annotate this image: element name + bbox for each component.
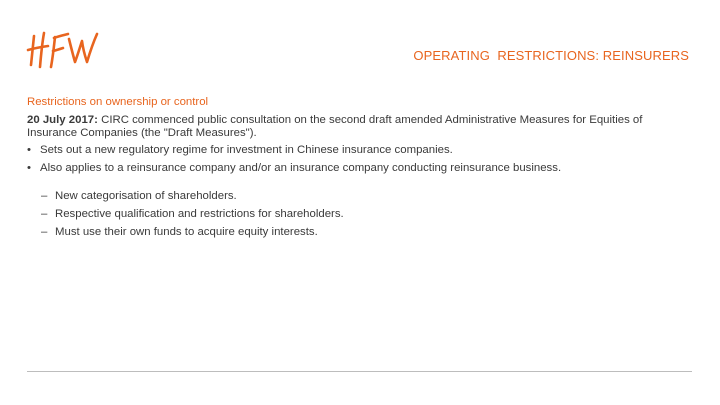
hfw-logo-mark bbox=[26, 27, 100, 71]
sub-point-item: – Must use their own funds to acquire equity interests. bbox=[27, 226, 687, 239]
hfw-logo bbox=[26, 27, 100, 71]
intro-date: 20 July 2017: bbox=[27, 114, 98, 126]
intro-paragraph bbox=[27, 114, 687, 140]
sub-point-item: – Respective qualification and restrictions for shareholders. bbox=[27, 208, 687, 221]
bullet-list bbox=[27, 144, 687, 175]
bullet-item: • Also applies to a reinsurance company and/or an insurance company conducting reinsurance business. bbox=[27, 162, 687, 175]
sub-point-item: – New categorisation of shareholders. bbox=[27, 190, 687, 203]
footer-divider bbox=[27, 371, 692, 372]
slide-body bbox=[27, 96, 687, 244]
sub-point-list bbox=[27, 190, 687, 239]
section-subheading: Restrictions on ownership or control bbox=[27, 96, 209, 108]
bullet-item: • Sets out a new regulatory regime for investment in Chinese insurance companies. bbox=[27, 144, 687, 157]
slide-title: OPERATING RESTRICTIONS: REINSURERS bbox=[413, 48, 689, 63]
intro-text: CIRC commenced public consultation on the second draft amended Administrative Measures for Equities of Insurance Companies (the "Draft Measures"). bbox=[27, 114, 643, 139]
